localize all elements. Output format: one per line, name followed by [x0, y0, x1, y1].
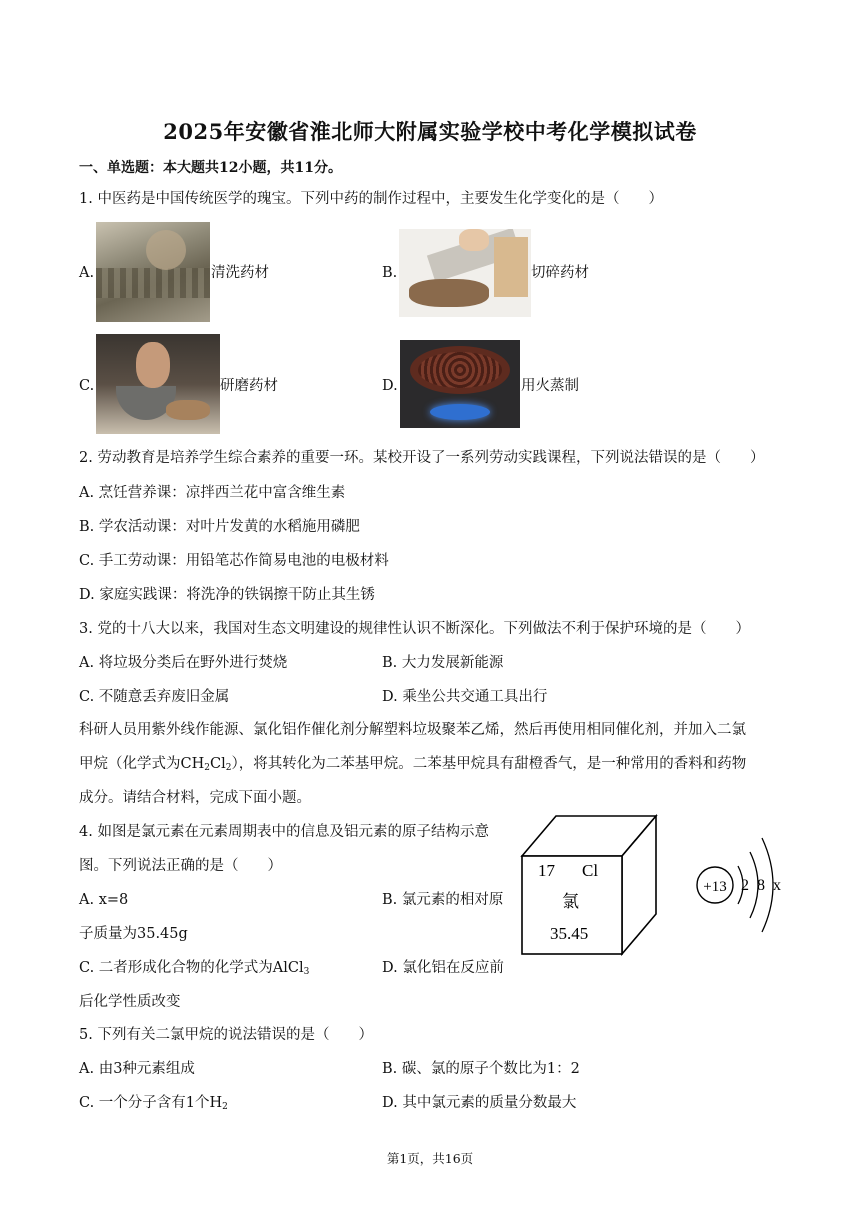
- q4-stem-line-1: 4. 如图是氯元素在元素周期表中的信息及铝元素的原子结构示意: [79, 824, 489, 840]
- q1-option-a-text: 清洗药材: [211, 265, 269, 281]
- q5-option-c: C. 一个分子含有1个$H_2$: [79, 1095, 228, 1112]
- q1-option-c-letter: C.: [79, 378, 95, 394]
- q1-option-a-letter: A.: [79, 265, 95, 281]
- page-footer: 第1页，共16页: [386, 1151, 474, 1166]
- washing-herbs-image: [96, 222, 210, 322]
- q1-option-b-text: 切碎药材: [531, 265, 589, 281]
- material-line-2: 甲烷（化学式为$CH_2Cl_2$），将其转化为二苯基甲烷。二苯基甲烷具有甜橙香气，是一种常用的香料和药物: [79, 756, 747, 773]
- q4-stem-line-2: 图。下列说法正确的是（ ）: [79, 858, 282, 874]
- q1-option-c-text: 研磨药材: [220, 378, 278, 394]
- q4-option-b-line-2: 子质量为35.45g: [79, 926, 188, 942]
- q3-stem: 3. 党的十八大以来，我国对生态文明建设的规律性认识不断深化。下列做法不利于保护环境的是（ ）: [79, 621, 750, 637]
- q3-option-d: D. 乘坐公共交通工具出行: [382, 689, 548, 705]
- q4-option-d-line-2: 后化学性质改变: [79, 994, 181, 1010]
- element-name: 氯: [562, 892, 579, 912]
- steaming-herbs-image: [400, 340, 520, 428]
- chlorine-element-cell: [516, 810, 662, 960]
- q4-option-a: A. x=8: [79, 892, 129, 908]
- shell-2-electrons: 8: [757, 877, 765, 894]
- q1-option-d-text: 用火蒸制: [521, 378, 579, 394]
- shell-3-electrons: x: [773, 877, 781, 894]
- q2-option-c: C. 手工劳动课：用铅笔芯作简易电池的电极材料: [79, 553, 389, 569]
- q1-option-b-letter: B.: [382, 265, 398, 281]
- q1-stem: 1. 中医药是中国传统医学的瑰宝。下列中药的制作过程中，主要发生化学变化的是（ ）: [79, 191, 663, 207]
- q3-option-c: C. 不随意丢弃废旧金属: [79, 689, 230, 705]
- atomic-mass: 35.45: [550, 924, 589, 943]
- section-heading: 一、单选题：本大题共12小题，共11分。: [79, 160, 342, 176]
- q4-option-c: C. 二者形成化合物的化学式为AlCl$_3$: [79, 960, 310, 977]
- q3-option-b: B. 大力发展新能源: [382, 655, 504, 671]
- page-title: 2025年安徽省淮北师大附属实验学校中考化学模拟试卷: [163, 119, 697, 144]
- q5-option-d: D. 其中氯元素的质量分数最大: [382, 1095, 577, 1111]
- q5-option-a: A. 由3种元素组成: [79, 1061, 195, 1077]
- material-line-1: 科研人员用紫外线作能源、氯化铝作催化剂分解塑料垃圾聚苯乙烯，然后再使用相同催化剂，并加入二氯: [79, 722, 746, 738]
- cutting-herbs-image: [399, 229, 531, 317]
- q5-stem: 5. 下列有关二氯甲烷的说法错误的是（ ）: [79, 1027, 373, 1043]
- grinding-herbs-image: [96, 334, 220, 434]
- q2-option-a: A. 烹饪营养课：凉拌西兰花中富含维生素: [79, 485, 346, 501]
- material-line-3: 成分。请结合材料，完成下面小题。: [79, 790, 311, 806]
- nucleus-charge: +13: [703, 879, 727, 895]
- element-symbol: Cl: [582, 861, 599, 880]
- q2-option-d: D. 家庭实践课：将洗净的铁锅擦干防止其生锈: [79, 587, 375, 603]
- q4-option-d-line-1: D. 氯化铝在反应前: [382, 960, 504, 976]
- aluminum-atom-structure: [692, 832, 792, 942]
- q2-stem: 2. 劳动教育是培养学生综合素养的重要一环。某校开设了一系列劳动实践课程，下列说法错误的是（ ）: [79, 450, 765, 466]
- atomic-number: 17: [538, 861, 555, 880]
- q1-option-d-letter: D.: [382, 378, 398, 394]
- q3-option-a: A. 将垃圾分类后在野外进行焚烧: [79, 655, 288, 671]
- q5-option-b: B. 碳、氯的原子个数比为1：2: [382, 1061, 580, 1077]
- q4-option-b-line-1: B. 氯元素的相对原: [382, 892, 504, 908]
- q2-option-b: B. 学农活动课：对叶片发黄的水稻施用磷肥: [79, 519, 360, 535]
- shell-1-electrons: 2: [741, 877, 749, 894]
